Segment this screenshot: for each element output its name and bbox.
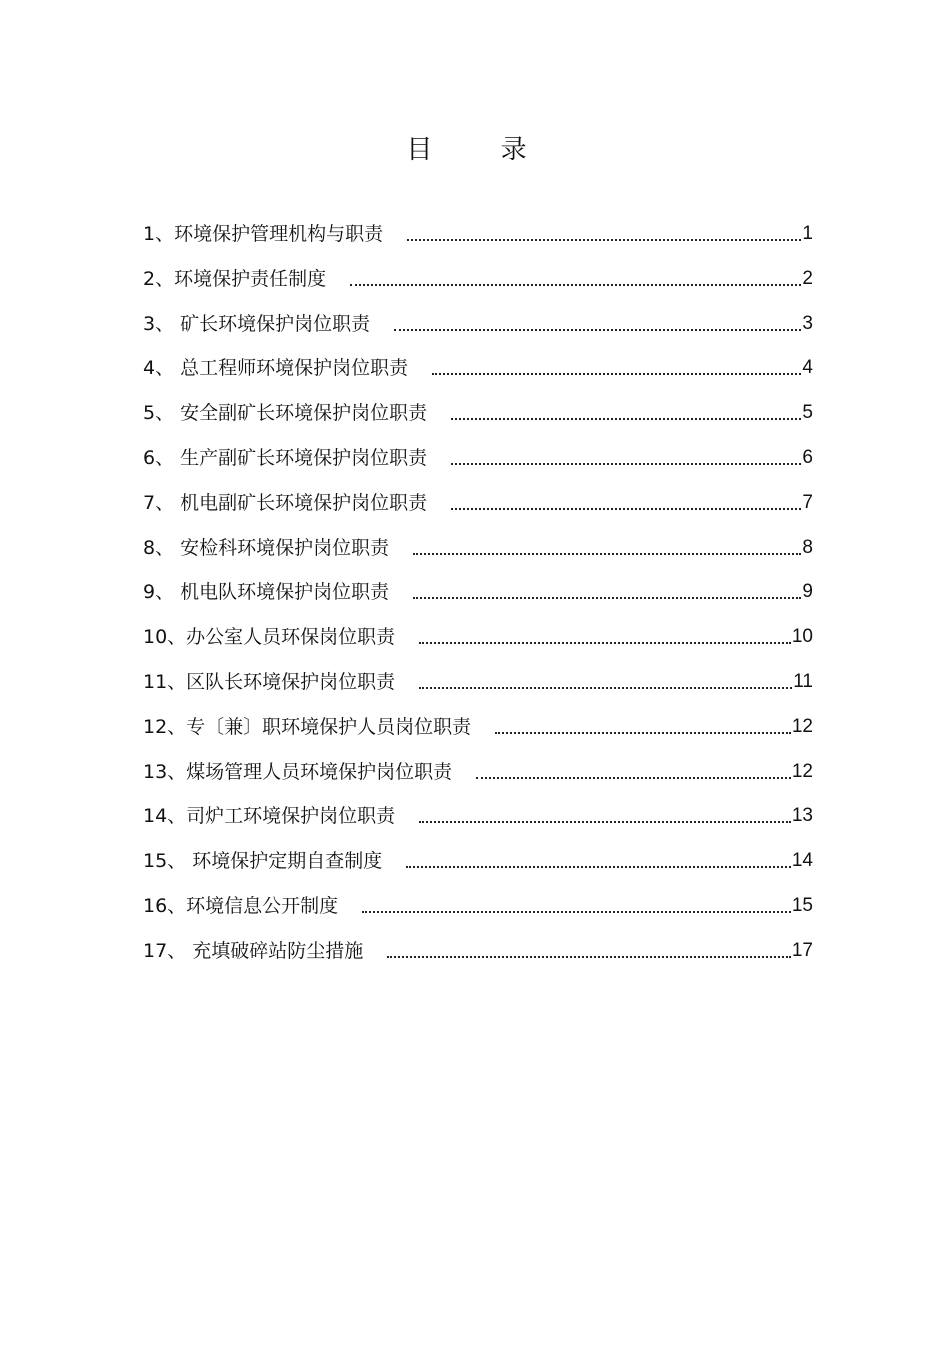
dot-leader — [451, 399, 801, 427]
toc-entry-label: 1、环境保护管理机构与职责 — [143, 220, 393, 248]
toc-title: 目 录 — [406, 135, 557, 165]
dot-leader — [451, 444, 801, 472]
toc-entry-12[interactable] — [143, 713, 813, 758]
toc-entry-page-number: 8 — [802, 536, 813, 558]
toc-entry-label: 8、 安检科环境保护岗位职责 — [143, 534, 399, 562]
toc-entry-8[interactable] — [143, 534, 813, 579]
dot-leader — [394, 310, 801, 338]
toc-entry-page-number: 15 — [791, 894, 813, 916]
toc-entry-page-number: 2 — [802, 267, 813, 289]
toc-entry-page-number: 13 — [791, 805, 813, 827]
toc-entry-page-number: 12 — [791, 760, 813, 782]
toc-entry-label: 15、 环境保护定期自查制度 — [143, 847, 392, 875]
toc-entry-page-number: 6 — [802, 446, 813, 468]
dot-leader — [419, 802, 791, 830]
toc-entry-6[interactable] — [143, 444, 813, 489]
dot-leader — [495, 713, 791, 741]
dot-leader — [406, 847, 791, 875]
toc-entry-page-number: 12 — [791, 715, 813, 737]
dot-leader — [362, 892, 791, 920]
toc-entry-label: 3、 矿长环境保护岗位职责 — [143, 310, 380, 338]
dot-leader — [476, 758, 791, 786]
toc-entry-label: 12、专〔兼〕职环境保护人员岗位职责 — [143, 713, 481, 741]
dot-leader — [407, 220, 801, 248]
toc-entry-label: 14、司炉工环境保护岗位职责 — [143, 802, 405, 830]
toc-entry-page-number: 11 — [793, 670, 813, 692]
toc-entry-label: 2、环境保护责任制度 — [143, 265, 336, 293]
dot-leader — [451, 489, 801, 517]
toc-entry-label: 10、办公室人员环保岗位职责 — [143, 623, 405, 651]
toc-entry-4[interactable] — [143, 354, 813, 399]
dot-leader — [419, 668, 792, 696]
toc-entry-page-number: 10 — [791, 626, 813, 648]
toc-list — [143, 220, 813, 982]
toc-entry-16[interactable] — [143, 892, 813, 937]
toc-entry-page-number: 1 — [802, 223, 813, 244]
toc-entry-label: 17、 充填破碎站防尘措施 — [143, 937, 373, 965]
toc-entry-label: 5、 安全副矿长环境保护岗位职责 — [143, 399, 437, 427]
dot-leader — [387, 937, 791, 965]
toc-entry-label: 9、 机电队环境保护岗位职责 — [143, 578, 399, 606]
toc-entry-10[interactable] — [143, 623, 813, 668]
toc-entry-label: 11、区队长环境保护岗位职责 — [143, 668, 405, 696]
toc-entry-label: 13、煤场管理人员环境保护岗位职责 — [143, 758, 462, 786]
toc-entry-page-number: 3 — [802, 312, 813, 334]
toc-entry-label: 4、 总工程师环境保护岗位职责 — [143, 354, 418, 382]
toc-entry-5[interactable] — [143, 399, 813, 444]
toc-entry-page-number: 4 — [802, 357, 813, 379]
toc-entry-page-number: 7 — [802, 491, 813, 513]
toc-entry-label: 6、 生产副矿长环境保护岗位职责 — [143, 444, 437, 472]
dot-leader — [419, 623, 791, 651]
toc-entry-1[interactable] — [143, 220, 813, 265]
dot-leader — [413, 578, 801, 606]
toc-entry-13[interactable] — [143, 758, 813, 803]
toc-entry-17[interactable] — [143, 937, 813, 982]
toc-entry-14[interactable] — [143, 802, 813, 847]
toc-entry-2[interactable] — [143, 265, 813, 310]
toc-entry-9[interactable] — [143, 578, 813, 623]
toc-entry-page-number: 14 — [791, 850, 813, 872]
toc-entry-11[interactable] — [143, 668, 813, 713]
dot-leader — [413, 534, 801, 562]
toc-entry-page-number: 5 — [802, 402, 813, 424]
toc-entry-3[interactable] — [143, 310, 813, 355]
dot-leader — [350, 265, 801, 293]
dot-leader — [432, 354, 801, 382]
toc-entry-page-number: 17 — [791, 939, 813, 961]
toc-entry-label: 7、 机电副矿长环境保护岗位职责 — [143, 489, 437, 517]
toc-entry-7[interactable] — [143, 489, 813, 534]
toc-entry-page-number: 9 — [802, 581, 813, 603]
toc-entry-label: 16、环境信息公开制度 — [143, 892, 348, 920]
toc-entry-15[interactable] — [143, 847, 813, 892]
